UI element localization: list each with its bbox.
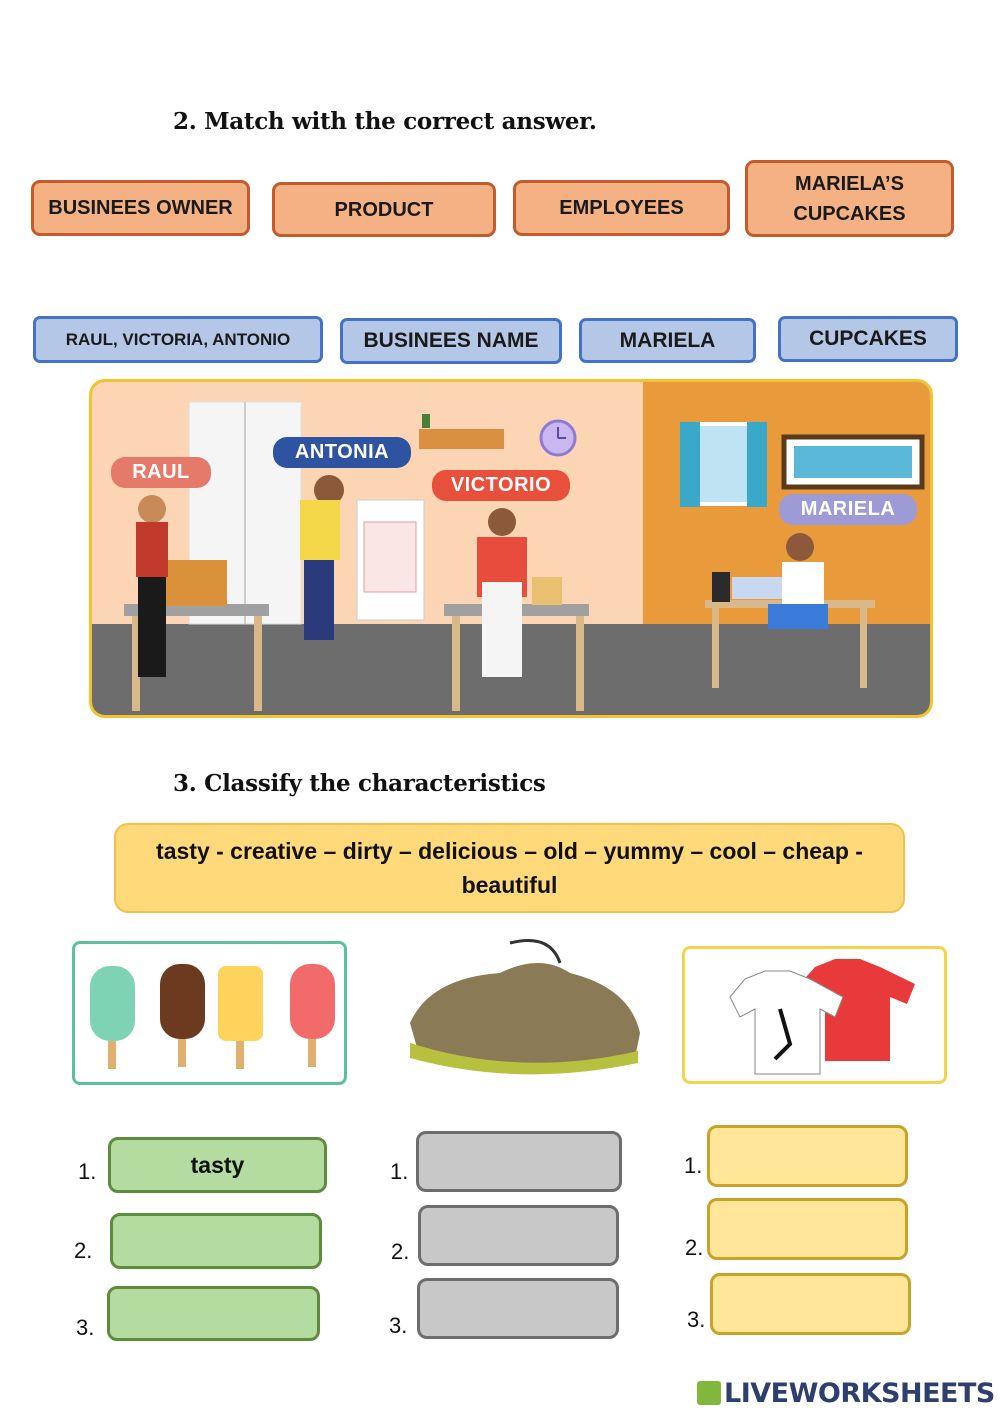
answer-col1-3[interactable] bbox=[107, 1286, 320, 1341]
antonia-figure bbox=[300, 475, 344, 640]
number-col1-1: 1. bbox=[78, 1159, 97, 1184]
liveworksheets-logo bbox=[697, 1378, 995, 1408]
scene-label-victorio: VICTORIO bbox=[432, 470, 570, 501]
answer-col2-3[interactable] bbox=[417, 1278, 619, 1339]
answer-business-name[interactable]: BUSINEES NAME bbox=[340, 318, 562, 364]
answer-col3-2[interactable] bbox=[707, 1198, 908, 1260]
answer-cupcakes[interactable]: CUPCAKES bbox=[778, 316, 958, 362]
section3-title: 3. Classify the characteristics bbox=[173, 770, 546, 797]
bakery-scene-image bbox=[89, 379, 933, 718]
answer-raul-victoria-antonio[interactable]: RAUL, VICTORIA, ANTONIO bbox=[33, 316, 323, 363]
scene-label-mariela: MARIELA bbox=[779, 494, 917, 525]
number-col3-1: 1. bbox=[684, 1153, 703, 1178]
tshirts-image bbox=[682, 946, 947, 1084]
victorio-figure bbox=[477, 508, 527, 677]
term-business-owner[interactable]: BUSINEES OWNER bbox=[31, 180, 250, 236]
raul-figure bbox=[136, 495, 168, 677]
bakery-scene-svg bbox=[92, 382, 930, 715]
word-bank-line-1: tasty - creative – dirty – delicious – old – yummy – cool – cheap - bbox=[156, 838, 863, 864]
term-marielas-cupcakes[interactable]: MARIELA’S CUPCAKES bbox=[745, 160, 954, 237]
popsicles-image bbox=[72, 941, 347, 1085]
scene-label-antonia: ANTONIA bbox=[273, 437, 411, 468]
dirty-shoes-image bbox=[400, 933, 645, 1088]
number-col1-3: 3. bbox=[76, 1315, 95, 1340]
word-bank bbox=[114, 823, 905, 913]
answer-col2-1[interactable] bbox=[416, 1131, 622, 1192]
answer-col2-2[interactable] bbox=[418, 1205, 619, 1266]
term-employees[interactable]: EMPLOYEES bbox=[513, 180, 730, 236]
answer-col1-2[interactable] bbox=[110, 1213, 322, 1269]
scene-label-raul: RAUL bbox=[111, 457, 211, 488]
answer-col1-1[interactable]: tasty bbox=[108, 1137, 327, 1193]
answer-col3-3[interactable] bbox=[710, 1273, 911, 1335]
number-col2-2: 2. bbox=[391, 1239, 410, 1264]
term-product[interactable]: PRODUCT bbox=[272, 182, 496, 237]
number-col3-2: 2. bbox=[685, 1235, 704, 1260]
section2-title: 2. Match with the correct answer. bbox=[173, 108, 597, 135]
number-col2-1: 1. bbox=[390, 1159, 409, 1184]
number-col2-3: 3. bbox=[389, 1313, 408, 1338]
word-bank-line-2: beautiful bbox=[461, 872, 558, 898]
logo-text: LIVEWORKSHEETS bbox=[724, 1377, 995, 1409]
logo-badge-icon bbox=[697, 1381, 721, 1405]
number-col1-2: 2. bbox=[74, 1238, 93, 1263]
answer-mariela[interactable]: MARIELA bbox=[579, 318, 756, 363]
number-col3-3: 3. bbox=[687, 1307, 706, 1332]
answer-col3-1[interactable] bbox=[707, 1125, 908, 1187]
